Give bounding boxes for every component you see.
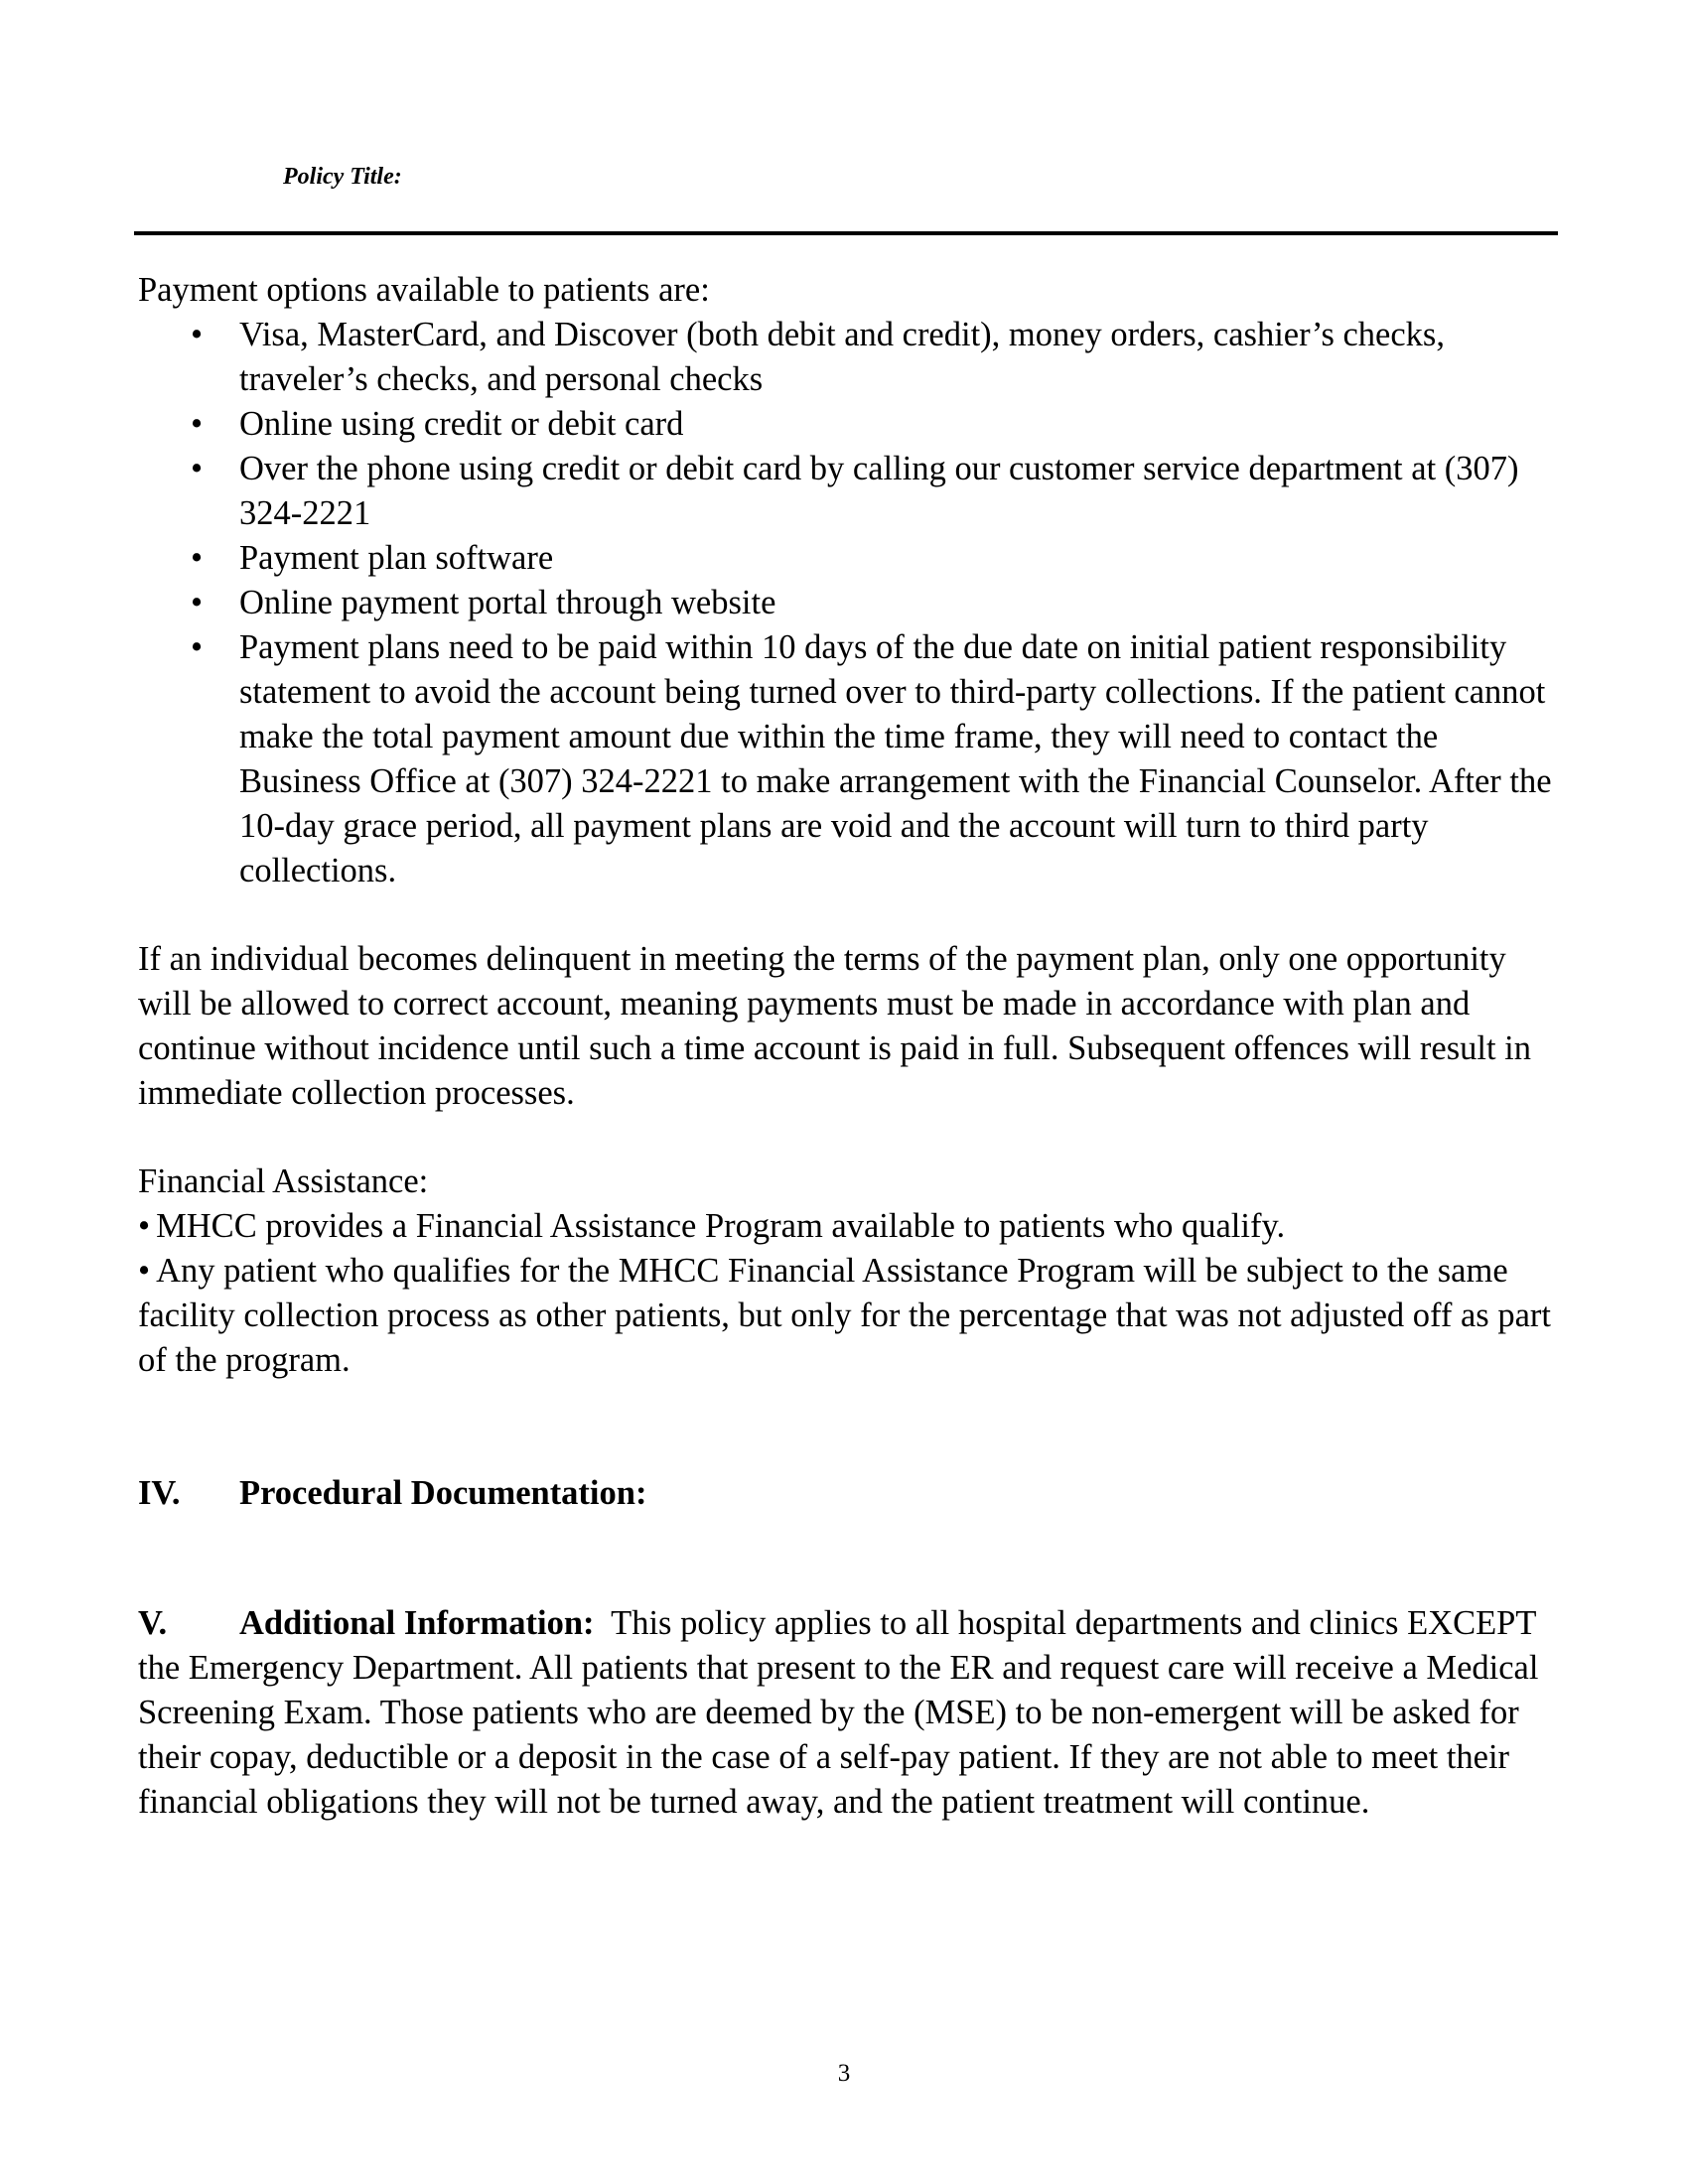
document-body <box>138 268 1558 1825</box>
header-divider <box>134 231 1558 235</box>
payment-option-item <box>138 313 1558 402</box>
section-v-number: V. <box>138 1604 168 1642</box>
financial-assistance-heading: Financial Assistance: <box>138 1162 429 1200</box>
financial-assistance-text: Any patient who qualifies for the MHCC Financial Assistance Program will be subject to the same facility collection process as other patients, but only for the percentage that was not adjusted off as part of the program. <box>138 1252 1551 1379</box>
bullet-icon: • <box>191 628 204 666</box>
delinquent-paragraph: If an individual becomes delinquent in meeting the terms of the payment plan, only one opportunity will be allowed to correct account, meaning payments must be made in accordance with plan and continue without incidence until such a time account is paid in full. Subsequent offences will result in immediate collection processes. <box>138 940 1532 1112</box>
page-number: 3 <box>837 2060 851 2087</box>
financial-assistance-item <box>138 1204 1558 1249</box>
bullet-icon: • <box>191 316 204 353</box>
payment-option-item <box>138 625 1558 893</box>
bullet-icon: • <box>191 539 204 577</box>
payment-option-item <box>138 536 1558 581</box>
payment-options-intro: Payment options available to patients are: <box>138 271 710 309</box>
payment-option-text: Over the phone using credit or debit card by calling our customer service department at (307) 324-2221 <box>239 450 1519 532</box>
financial-assistance-item <box>138 1249 1558 1383</box>
policy-title-label: Policy Title: <box>283 164 402 190</box>
payment-option-item <box>138 402 1558 447</box>
payment-option-text: Online payment portal through website <box>239 584 776 621</box>
payment-options-list <box>138 313 1558 893</box>
payment-option-text: Online using credit or debit card <box>239 405 684 443</box>
section-iv-number: IV. <box>138 1474 181 1512</box>
section-v-paragraph <box>138 1601 1558 1825</box>
payment-option-item <box>138 581 1558 625</box>
payment-option-text: Payment plans need to be paid within 10 days of the due date on initial patient responsibility statement to avoid the account being turned over to third-party collections. If the patient cannot make the total payment amount due within the time frame, they will need to contact the Business Office at (307) 324-2221 to make arrangement with the Financial Counselor. After the 10-day grace period, all payment plans are void and the account will turn to third party collections. <box>239 628 1552 889</box>
bullet-icon: • <box>138 1252 151 1290</box>
payment-option-text: Visa, MasterCard, and Discover (both debit and credit), money orders, cashier’s checks, traveler’s checks, and personal checks <box>239 316 1445 398</box>
bullet-icon: • <box>191 450 204 487</box>
payment-option-item <box>138 447 1558 536</box>
payment-option-text: Payment plan software <box>239 539 554 577</box>
financial-assistance-text: MHCC provides a Financial Assistance Program available to patients who qualify. <box>156 1207 1286 1245</box>
bullet-icon: • <box>191 584 204 621</box>
bullet-icon: • <box>138 1207 151 1245</box>
bullet-icon: • <box>191 405 204 443</box>
section-v-text: This policy applies to all hospital departments and clinics EXCEPT the Emergency Department. All patients that present to the ER and request care will receive a Medical Screening Exam. Those patients who are deemed by the (MSE) to be non-emergent will be asked for their copay, deductible or a deposit in the case of a self-pay patient. If they are not able to meet their financial obligations they will not be turned away, and the patient treatment will continue. <box>138 1604 1539 1821</box>
section-v-title: Additional Information: <box>239 1604 595 1642</box>
section-iv-heading <box>138 1471 1558 1516</box>
section-iv-title: Procedural Documentation: <box>239 1474 647 1512</box>
